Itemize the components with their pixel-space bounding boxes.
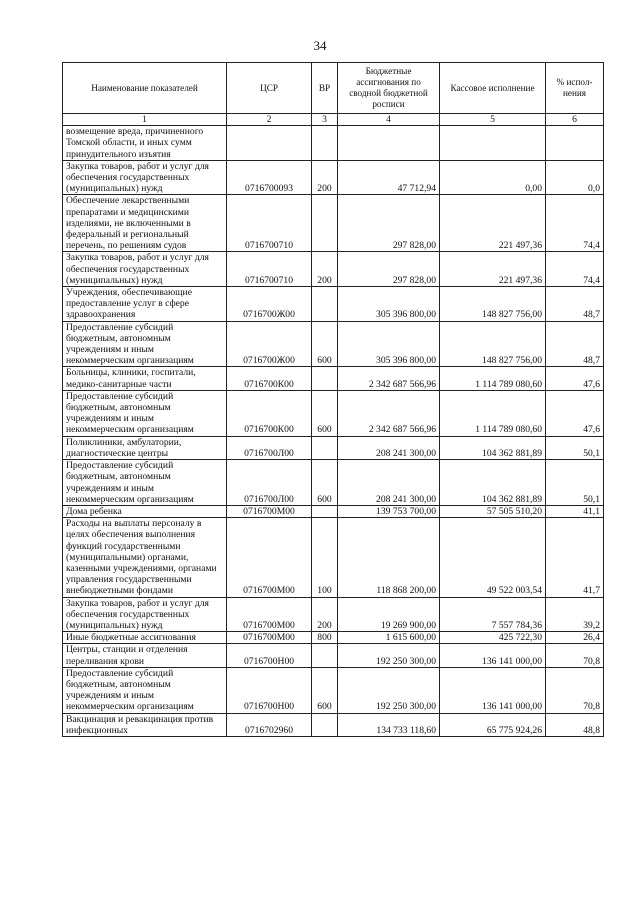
cell-name: Центры, станции и отделения переливания крови <box>63 644 227 667</box>
cell-budget: 208 241 300,00 <box>338 460 440 506</box>
cell-pct <box>546 126 604 161</box>
cell-vr: 600 <box>312 460 338 506</box>
column-number: 4 <box>338 114 440 126</box>
table-row <box>63 597 604 632</box>
cell-vr: 800 <box>312 632 338 644</box>
cell-name: Расходы на выплаты персоналу в целях обеспечения выполнения функций государственными (муниципальными) органами, казенными учреждениями, органами управления государственными внебюджетными фондами <box>63 518 227 597</box>
table-body <box>63 126 604 737</box>
cell-csr: 0716700Н00 <box>227 644 312 667</box>
cell-pct: 48,7 <box>546 321 604 367</box>
table-row <box>63 390 604 436</box>
header-name: Наименование показателей <box>63 63 227 114</box>
cell-name: Закупка товаров, работ и услуг для обеспечения государственных (муниципальных) нужд <box>63 160 227 195</box>
cell-pct: 48,8 <box>546 713 604 736</box>
cell-vr <box>312 713 338 736</box>
cell-budget: 297 828,00 <box>338 252 440 287</box>
header-pct: % испол-нения <box>546 63 604 114</box>
cell-name: Предоставление субсидий бюджетным, автономным учреждениям и иным некоммерческим организациям <box>63 321 227 367</box>
table-row <box>63 713 604 736</box>
cell-pct: 48,7 <box>546 287 604 322</box>
cell-csr: 0716700М00 <box>227 632 312 644</box>
cell-name: Иные бюджетные ассигнования <box>63 632 227 644</box>
cell-pct: 0,0 <box>546 160 604 195</box>
cell-vr: 200 <box>312 160 338 195</box>
cell-vr: 200 <box>312 597 338 632</box>
cell-csr <box>227 126 312 161</box>
cell-budget: 305 396 800,00 <box>338 321 440 367</box>
cell-name: Предоставление субсидий бюджетным, автономным учреждениям и иным некоммерческим организациям <box>63 390 227 436</box>
cell-name: Предоставление субсидий бюджетным, автономным учреждениям и иным некоммерческим организациям <box>63 460 227 506</box>
cell-name: Учреждения, обеспечивающие предоставление услуг в сфере здравоохранения <box>63 287 227 322</box>
cell-cash: 1 114 789 080,60 <box>440 367 546 390</box>
cell-csr: 0716700Ж00 <box>227 287 312 322</box>
cell-name: Поликлиники, амбулатории, диагностические центры <box>63 436 227 459</box>
cell-csr: 0716700К00 <box>227 390 312 436</box>
cell-csr: 0716700К00 <box>227 367 312 390</box>
cell-vr: 100 <box>312 518 338 597</box>
cell-csr: 0716700710 <box>227 195 312 252</box>
cell-pct: 70,8 <box>546 644 604 667</box>
cell-vr <box>312 436 338 459</box>
column-number: 1 <box>63 114 227 126</box>
cell-budget: 2 342 687 566,96 <box>338 390 440 436</box>
cell-pct: 50,1 <box>546 436 604 459</box>
cell-cash <box>440 126 546 161</box>
cell-pct: 50,1 <box>546 460 604 506</box>
budget-execution-table <box>62 62 604 737</box>
cell-vr: 200 <box>312 252 338 287</box>
cell-pct: 74,4 <box>546 252 604 287</box>
column-number: 2 <box>227 114 312 126</box>
table-row <box>63 195 604 252</box>
cell-cash: 221 497,36 <box>440 252 546 287</box>
cell-budget: 192 250 300,00 <box>338 644 440 667</box>
cell-name: Предоставление субсидий бюджетным, автономным учреждениям и иным некоммерческим организациям <box>63 667 227 713</box>
cell-pct: 39,2 <box>546 597 604 632</box>
cell-name: Обеспечение лекарственными препаратами и медицинскими изделиями, не включенными в федеральный и региональный перечень, по решениям судов <box>63 195 227 252</box>
cell-name: Вакцинация и ревакцинация против инфекционных <box>63 713 227 736</box>
table-row <box>63 667 604 713</box>
cell-cash: 425 722,30 <box>440 632 546 644</box>
header-budget: Бюджетные ассигнования по сводной бюджетной росписи <box>338 63 440 114</box>
cell-csr: 0716700710 <box>227 252 312 287</box>
cell-budget: 297 828,00 <box>338 195 440 252</box>
cell-cash: 148 827 756,00 <box>440 321 546 367</box>
cell-vr: 600 <box>312 667 338 713</box>
column-number-row <box>63 114 604 126</box>
cell-cash: 104 362 881,89 <box>440 436 546 459</box>
cell-budget: 134 733 118,60 <box>338 713 440 736</box>
table-row <box>63 518 604 597</box>
cell-budget: 305 396 800,00 <box>338 287 440 322</box>
table-row <box>63 321 604 367</box>
table-header-row <box>63 63 604 114</box>
cell-pct: 41,7 <box>546 518 604 597</box>
cell-vr <box>312 367 338 390</box>
cell-csr: 0716700Л00 <box>227 460 312 506</box>
cell-budget <box>338 126 440 161</box>
table-row <box>63 160 604 195</box>
cell-cash: 136 141 000,00 <box>440 667 546 713</box>
cell-budget: 208 241 300,00 <box>338 436 440 459</box>
cell-cash: 7 557 784,36 <box>440 597 546 632</box>
column-number: 5 <box>440 114 546 126</box>
cell-csr: 0716700093 <box>227 160 312 195</box>
cell-csr: 0716700М00 <box>227 518 312 597</box>
table-row <box>63 367 604 390</box>
cell-csr: 0716700Л00 <box>227 436 312 459</box>
cell-pct: 74,4 <box>546 195 604 252</box>
table-row <box>63 252 604 287</box>
cell-cash: 49 522 003,54 <box>440 518 546 597</box>
page-number: 34 <box>313 38 327 53</box>
table-row <box>63 460 604 506</box>
cell-vr <box>312 505 338 517</box>
header-csr: ЦСР <box>227 63 312 114</box>
cell-pct: 70,8 <box>546 667 604 713</box>
table-row <box>63 126 604 161</box>
cell-cash: 148 827 756,00 <box>440 287 546 322</box>
cell-csr: 0716700Ж00 <box>227 321 312 367</box>
cell-cash: 0,00 <box>440 160 546 195</box>
cell-cash: 1 114 789 080,60 <box>440 390 546 436</box>
cell-budget: 2 342 687 566,96 <box>338 367 440 390</box>
cell-name: возмещение вреда, причиненного Томской области, и иных сумм принудительного изъятия <box>63 126 227 161</box>
column-number: 3 <box>312 114 338 126</box>
header-vr: ВР <box>312 63 338 114</box>
cell-vr <box>312 287 338 322</box>
cell-cash: 136 141 000,00 <box>440 644 546 667</box>
cell-csr: 0716700Н00 <box>227 667 312 713</box>
cell-budget: 19 269 900,00 <box>338 597 440 632</box>
cell-cash: 221 497,36 <box>440 195 546 252</box>
cell-name: Дома ребенка <box>63 505 227 517</box>
cell-pct: 41,1 <box>546 505 604 517</box>
cell-budget: 192 250 300,00 <box>338 667 440 713</box>
cell-vr <box>312 644 338 667</box>
cell-name: Больницы, клиники, госпитали, медико-санитарные части <box>63 367 227 390</box>
cell-pct: 26,4 <box>546 632 604 644</box>
cell-csr: 0716702960 <box>227 713 312 736</box>
table-row <box>63 505 604 517</box>
column-number: 6 <box>546 114 604 126</box>
table-row <box>63 436 604 459</box>
cell-cash: 57 505 510,20 <box>440 505 546 517</box>
cell-vr: 600 <box>312 390 338 436</box>
cell-budget: 139 753 700,00 <box>338 505 440 517</box>
cell-cash: 65 775 924,26 <box>440 713 546 736</box>
cell-budget: 118 868 200,00 <box>338 518 440 597</box>
cell-budget: 1 615 600,00 <box>338 632 440 644</box>
cell-vr: 600 <box>312 321 338 367</box>
cell-csr: 0716700М00 <box>227 597 312 632</box>
cell-name: Закупка товаров, работ и услуг для обеспечения государственных (муниципальных) нужд <box>63 252 227 287</box>
cell-vr <box>312 195 338 252</box>
cell-pct: 47,6 <box>546 390 604 436</box>
cell-budget: 47 712,94 <box>338 160 440 195</box>
cell-name: Закупка товаров, работ и услуг для обеспечения государственных (муниципальных) нужд <box>63 597 227 632</box>
header-cash: Кассовое исполнение <box>440 63 546 114</box>
cell-cash: 104 362 881,89 <box>440 460 546 506</box>
cell-vr <box>312 126 338 161</box>
cell-csr: 0716700М00 <box>227 505 312 517</box>
table-row <box>63 632 604 644</box>
table-row <box>63 644 604 667</box>
cell-pct: 47,6 <box>546 367 604 390</box>
table-row <box>63 287 604 322</box>
